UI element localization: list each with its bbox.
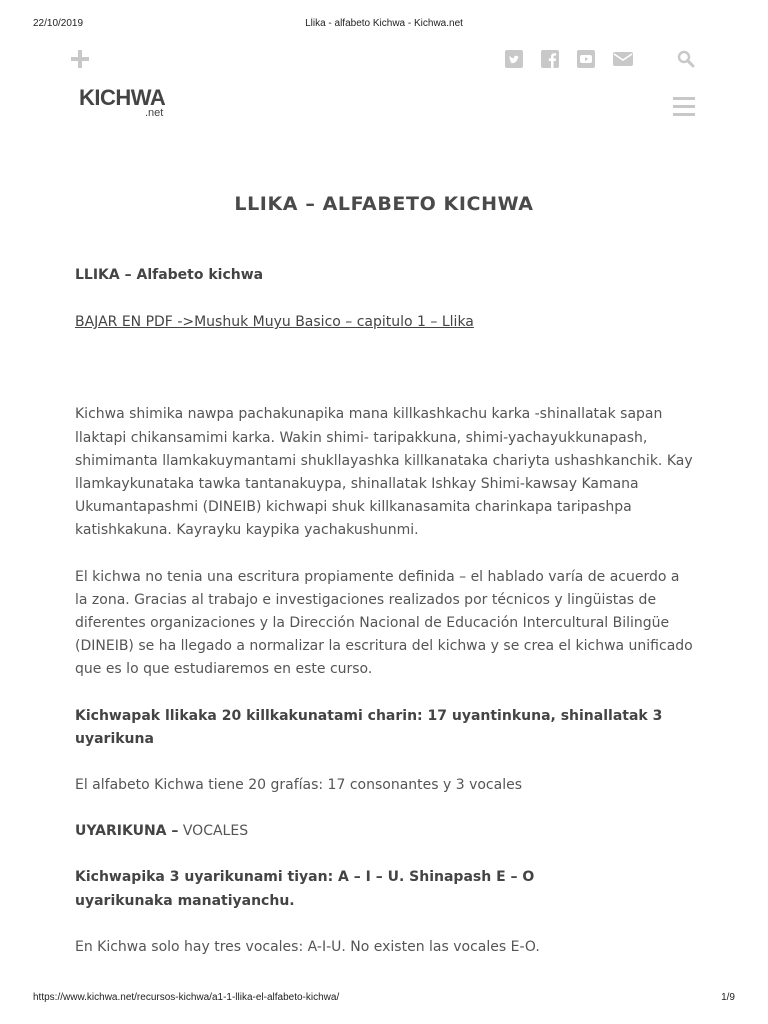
vowels-kichwa-line1: Kichwapika 3 uyarikunami tiyan: A – I – U. Shinapash E – O [75,869,535,886]
print-page-number: 1/9 [721,992,735,1003]
article-content [75,264,695,959]
search-icon[interactable] [677,50,695,70]
twitter-icon[interactable] [505,50,523,70]
print-url: https://www.kichwa.net/recursos-kichwa/a1-1-llika-el-alfabeto-kichwa/ [33,992,340,1003]
print-page-title: Llika - alfabeto Kichwa - Kichwa.net [305,18,463,29]
paragraph-alphabet-kichwa: Kichwapak llikaka 20 killkakunatami charin: 17 uyantinkuna, shinallatak 3 uyarikuna [75,707,663,747]
youtube-icon[interactable] [577,50,595,70]
paragraph-alphabet-spanish: El alfabeto Kichwa tiene 20 grafías: 17 consonantes y 3 vocales [75,777,523,794]
logo-sub-text: .net [145,107,164,119]
vowels-heading-kichwa: UYARIKUNA – [75,823,179,840]
envelope-icon[interactable] [613,50,633,70]
paragraph-spanish-intro: El kichwa no tenia una escritura propiamente definida – el hablado varía de acuerdo a la zona. Gracias al trabajo e investigaciones realizados por técnicos y lingüistas de diferentes organizaciones y la Dirección Nacional de Educación Intercultural Bilingüe (DINEIB) se ha llegado a normalizar la escritura del kichwa y se crea el kichwa unificado que es lo que estudiaremos en este curso. [75,568,693,678]
pdf-download-link[interactable]: BAJAR EN PDF ->Mushuk Muyu Basico – capitulo 1 – Llika [75,314,474,331]
print-date: 22/10/2019 [33,18,84,29]
article-subtitle: LLIKA – Alfabeto kichwa [75,267,264,283]
paragraph-kichwa-intro: Kichwa shimika nawpa pachakunapika mana killkashkachu karka -shinallatak sapan llaktapi chikansamimi karka. Wakin shimi- taripakkuna, shimi-yachayukkunapash, shimimanta llamkakuymantami shukllayashka killkanataka chariyta ushashkanchik. Kay llamkaykunataka tawka tantanakuypa, shinallatak Ishkay Shimi-kawsay Kamana Ukumantapashmi (DINEIB) kichwapi shuk killkanasamita charinkapa taripashpa katishkakuna. Kayrayku kaypika yachakushunmi. [75,406,693,539]
page-title: LLIKA – ALFABETO KICHWA [234,193,534,215]
paragraph-vowels-kichwa [75,866,695,912]
plus-icon[interactable] [71,50,89,68]
menu-icon[interactable] [673,97,695,117]
vowels-heading-spanish: VOCALES [178,823,249,840]
vowels-kichwa-line2: uyarikunaka manatiyanchu. [75,892,295,909]
vowels-heading [75,820,695,843]
logo-main-text: KICHWA [79,85,166,110]
paragraph-vowels-spanish: En Kichwa solo hay tres vocales: A-I-U. No existen las vocales E-O. [75,938,540,955]
facebook-icon[interactable] [541,50,559,70]
site-logo[interactable] [79,87,174,123]
